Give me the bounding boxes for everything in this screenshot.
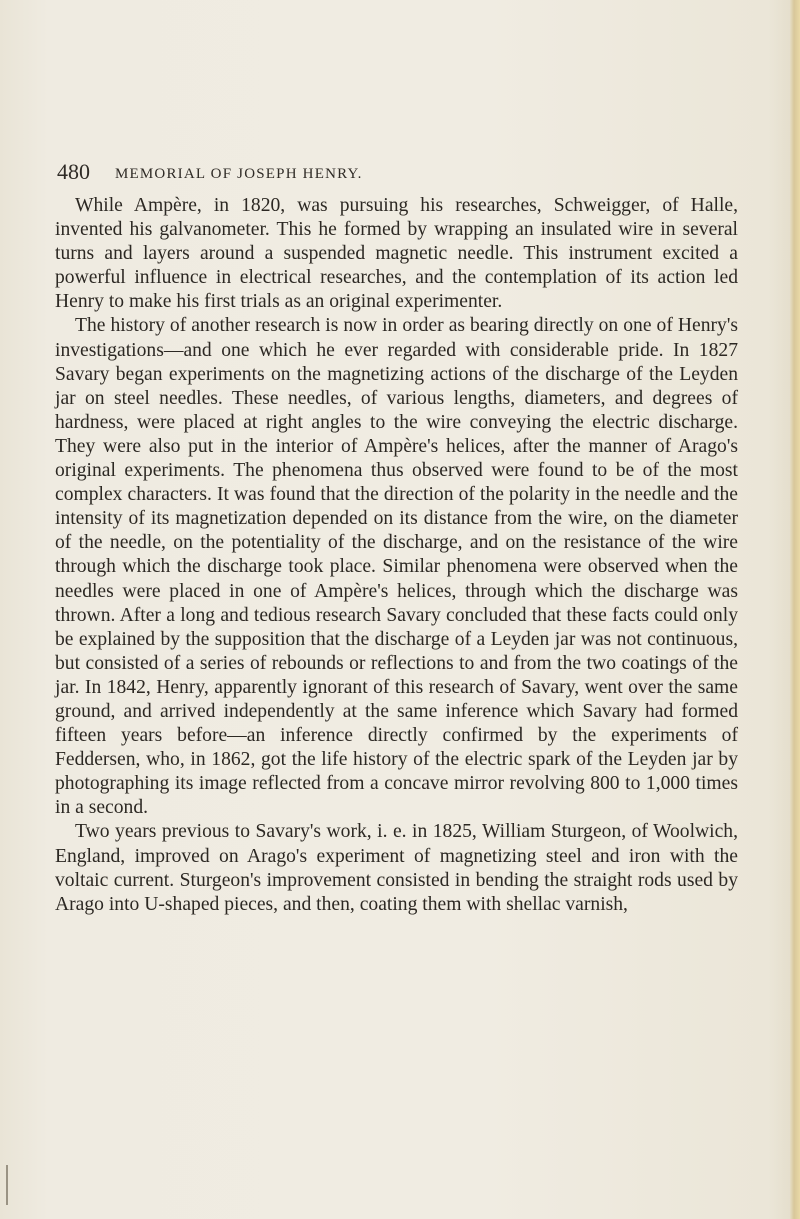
page-mark (6, 1165, 8, 1205)
paragraph: While Ampère, in 1820, was pursuing his researches, Schweigger, of Halle, invented his galvanometer. This he formed by wrapping an insulated wire in several turns and layers around a suspended magnetic needle. This instrument excited a powerful influence in electrical researches, and the contemplation of its action led Henry to make his first trials as an original experimenter. (55, 195, 738, 313)
running-head: MEMORIAL OF JOSEPH HENRY. (115, 166, 363, 182)
paragraph: The history of another research is now in order as bearing directly on one of Henry's investigations—and one which he ever regarded with considerable pride. In 1827 Savary began experiments on the magnetizing actions of the discharge of the Leyden jar on steel needles. These needles, of various lengths, diameters, and degrees of hardness, were placed at right angles to the wire conveying the electric discharge. They were also put in the interior of Ampère's helices, after the manner of Arago's original experiments. The phenomena thus observed were found to be of the most complex characters. It was found that the direction of the polarity in the needle and the intensity of its magnetization depended on its distance from the wire, on the diameter of the needle, on the potentiality of the discharge, and on the resistance of the wire through which the discharge took place. Similar phenomena were observed when the needles were placed in one of Ampère's helices, through which the discharge was thrown. After a long and tedious research Savary concluded that these facts could only be explained by the supposition that the discharge of a Leyden jar was not continuous, but consisted of a series of rebounds or reflections to and from the two coatings of the jar. In 1842, Henry, apparently ignorant of this research of Savary, went over the same ground, and arrived independently at the same inference which Savary had formed fifteen years before—an inference directly confirmed by the experiments of Feddersen, who, in 1862, got the life history of the electric spark of the Leyden jar by photographing its image reflected from a concave mirror revolving 800 to 1,000 times in a second. (55, 315, 738, 819)
page-header (57, 160, 737, 184)
page-number: 480 (57, 159, 90, 184)
body-text (55, 194, 738, 917)
paragraph: Two years previous to Savary's work, i. e. in 1825, William Sturgeon, of Woolwich, England, improved on Arago's experiment of magnetizing steel and iron with the voltaic current. Sturgeon's improvement consisted in bending the straight rods used by Arago into U-shaped pieces, and then, coating them with shellac varnish, (55, 821, 738, 915)
page-edge-shadow (790, 0, 800, 1219)
